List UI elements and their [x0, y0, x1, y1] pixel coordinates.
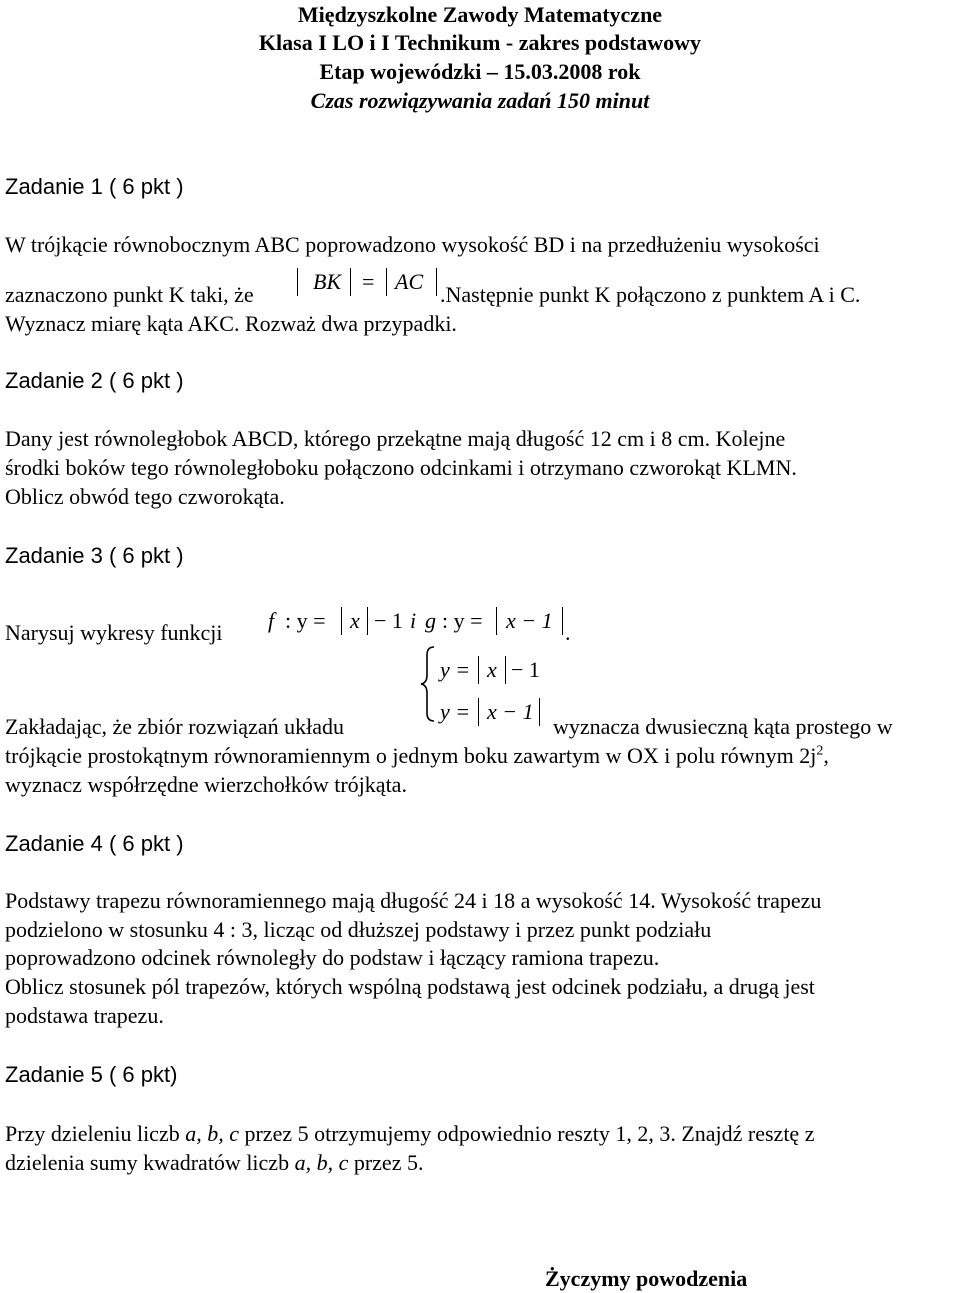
math-g: g [425, 608, 436, 633]
sys-eq2-x: x − 1 [487, 699, 534, 724]
abs-bar [505, 656, 506, 684]
abs-bar [478, 656, 479, 684]
header-line-2: Klasa I LO i I Technikum - zakres podstawowy [258, 30, 702, 55]
task1-line2a: zaznaczono punkt K taki, że [5, 282, 254, 307]
task4-line3: poprowadzono odcinek równoległy do podstaw i łączący ramiona trapezu. [5, 945, 660, 970]
task3-line4: wyznacz współrzędne wierzchołków trójkąta. [5, 772, 407, 797]
sys-eq1-y: y = [440, 657, 471, 682]
abs-bar [496, 607, 497, 635]
sys-eq1-x: x [487, 657, 497, 682]
abs-bar [297, 268, 298, 296]
math-f-x: x [350, 608, 360, 633]
sys-eq1-m: − 1 [511, 657, 540, 682]
task5-line2: dzielenia sumy kwadratów liczb a, b, c przez 5. [5, 1150, 424, 1175]
abs-bar [436, 268, 437, 296]
task4-line4: Oblicz stosunek pól trapezów, których wspólną podstawą jest odcinek podziału, a drugą jest [5, 974, 815, 999]
task1-line3: Wyznacz miarę kąta AKC. Rozważ dwa przypadki. [5, 311, 457, 336]
system-brace-icon [418, 645, 438, 723]
task3-heading: Zadanie 3 ( 6 pkt ) [5, 543, 184, 568]
task2-line3: Oblicz obwód tego czworokąta. [5, 484, 285, 509]
abs-bar [478, 698, 479, 726]
abs-bar [341, 607, 342, 635]
header-line-3: Etap wojewódzki – 15.03.2008 rok [319, 59, 641, 84]
abs-bar [350, 268, 351, 296]
abs-bar [386, 268, 387, 296]
math-ac: AC [395, 269, 424, 294]
task2-line1: Dany jest równoległobok ABCD, którego przekątne mają długość 12 cm i 8 cm. Kolejne [5, 426, 786, 451]
math-eq: = [362, 269, 375, 294]
task4-line1: Podstawy trapezu równoramiennego mają długość 24 i 18 a wysokość 14. Wysokość trapezu [5, 888, 822, 913]
task1-heading: Zadanie 1 ( 6 pkt ) [5, 174, 184, 199]
task5-line1: Przy dzieleniu liczb a, b, c przez 5 otrzymujemy odpowiednio reszty 1, 2, 3. Znajdź resztę z [5, 1121, 815, 1146]
task3-line2a: Zakładając, że zbiór rozwiązań układu [5, 714, 344, 739]
task1-line1: W trójkącie równobocznym ABC poprowadzono wysokość BD i na przedłużeniu wysokości [5, 232, 820, 257]
math-g-rest: : y = [442, 608, 483, 633]
math-i: i [410, 608, 417, 633]
math-f-rest: : y = [285, 608, 326, 633]
footer-wish: Życzymy powodzenia [545, 1266, 748, 1291]
task2-line2: środki boków tego równoległoboku połączono odcinkami i otrzymano czworokąt KLMN. [5, 455, 797, 480]
math-f-minus: − 1 [374, 608, 403, 633]
abs-bar [367, 607, 368, 635]
math-g-expr: x − 1 [506, 608, 553, 633]
abs-bar [539, 698, 540, 726]
task4-line2: podzielono w stosunku 4 : 3, licząc od dłuższej podstawy i przez punkt podziału [5, 917, 712, 942]
sys-eq2-y: y = [440, 699, 471, 724]
task3-line3: trójkącie prostokątnym równoramiennym o jednym boku zawartym w OX i polu równym $2j^2$, [5, 743, 829, 768]
task2-heading: Zadanie 2 ( 6 pkt ) [5, 368, 184, 393]
math-bk: BK [313, 269, 342, 294]
task3-line1a: Narysuj wykresy funkcji [5, 620, 223, 645]
math-f: f [268, 608, 275, 633]
task5-heading: Zadanie 5 ( 6 pkt) [5, 1062, 178, 1087]
task3-line2b: wyznacza dwusieczną kąta prostego w [553, 714, 893, 739]
task4-line5: podstawa trapezu. [5, 1003, 164, 1028]
task4-heading: Zadanie 4 ( 6 pkt ) [5, 831, 184, 856]
math-dot: . [565, 620, 571, 645]
header-line-1: Międzyszkolne Zawody Matematyczne [297, 2, 663, 27]
task1-line2b: .Następnie punkt K połączono z punktem A i C. [440, 282, 861, 307]
header-line-4: Czas rozwiązywania zadań 150 minut [310, 88, 650, 113]
abs-bar [562, 607, 563, 635]
